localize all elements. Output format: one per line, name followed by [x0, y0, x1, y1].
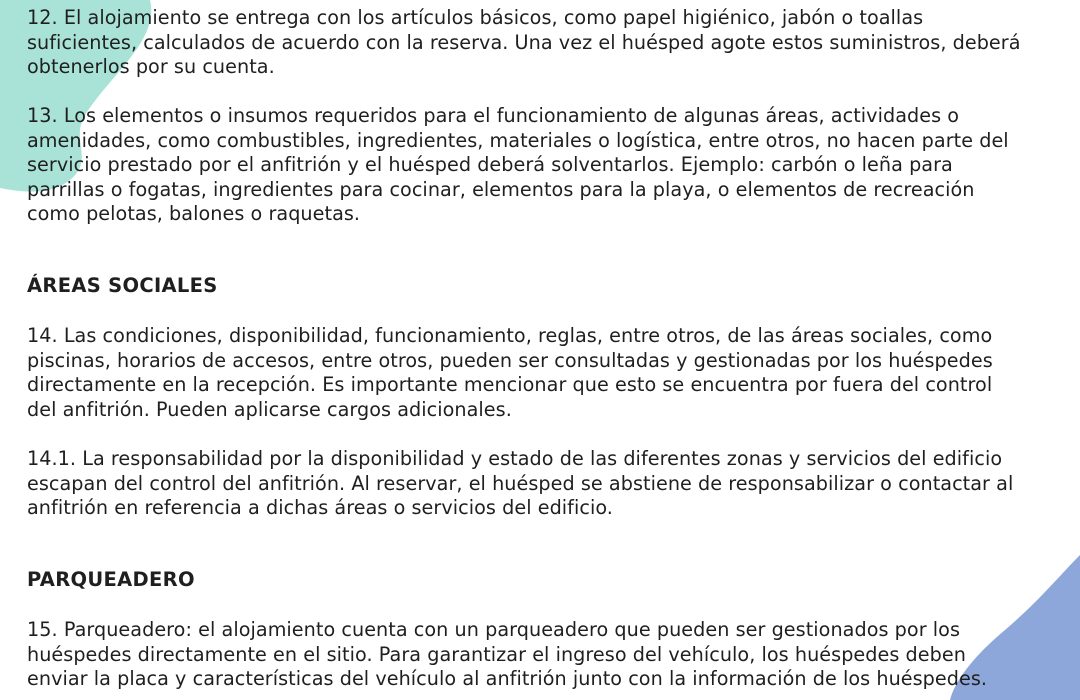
paragraph-13: 13. Los elementos o insumos requeridos para el funcionamiento de algunas áreas, actividades o amenidades, como combustibles, ingredientes, materiales o logística, entre otros, no hacen parte del servicio prestado por el anfitrión y el huésped deberá solventarlos. Ejemplo: carbón o leña para parrillas o fogatas, ingredientes para cocinar, elementos para la playa, o elementos de recreación como pelotas, balones o raquetas. [27, 104, 1009, 225]
paragraph-14-1: 14.1. La responsabilidad por la disponibilidad y estado de las diferentes zonas y servicios del edificio escapan del control del anfitrión. Al reservar, el huésped se abstiene de responsabilizar o contactar al anfitrión en referencia a dichas áreas o servicios del edificio. [27, 447, 1014, 519]
paragraph-15: 15. Parqueadero: el alojamiento cuenta con un parqueadero que pueden ser gestionados por los huéspedes directamente en el sitio. Para garantizar el ingreso del vehículo, los huéspedes deben enviar la placa y características del vehículo al anfitrión junto con la información de los huéspedes. [27, 618, 988, 690]
section-heading-parqueadero: PARQUEADERO [27, 568, 195, 591]
paragraph-14: 14. Las condiciones, disponibilidad, funcionamiento, reglas, entre otros, de las áreas sociales, como piscinas, horarios de accesos, entre otros, pueden ser consultadas y gestionadas por los huéspedes directamente en la recepción. Es importante mencionar que esto se encuentra por fuera del control del anfitrión. Pueden aplicarse cargos adicionales. [27, 324, 993, 421]
paragraph-12: 12. El alojamiento se entrega con los artículos básicos, como papel higiénico, jabón o toallas suficientes, calculados de acuerdo con la reserva. Una vez el huésped agote estos suministros, deberá obtenerlos por su cuenta. [27, 6, 1021, 78]
section-heading-areas-sociales: ÁREAS SOCIALES [27, 274, 218, 297]
